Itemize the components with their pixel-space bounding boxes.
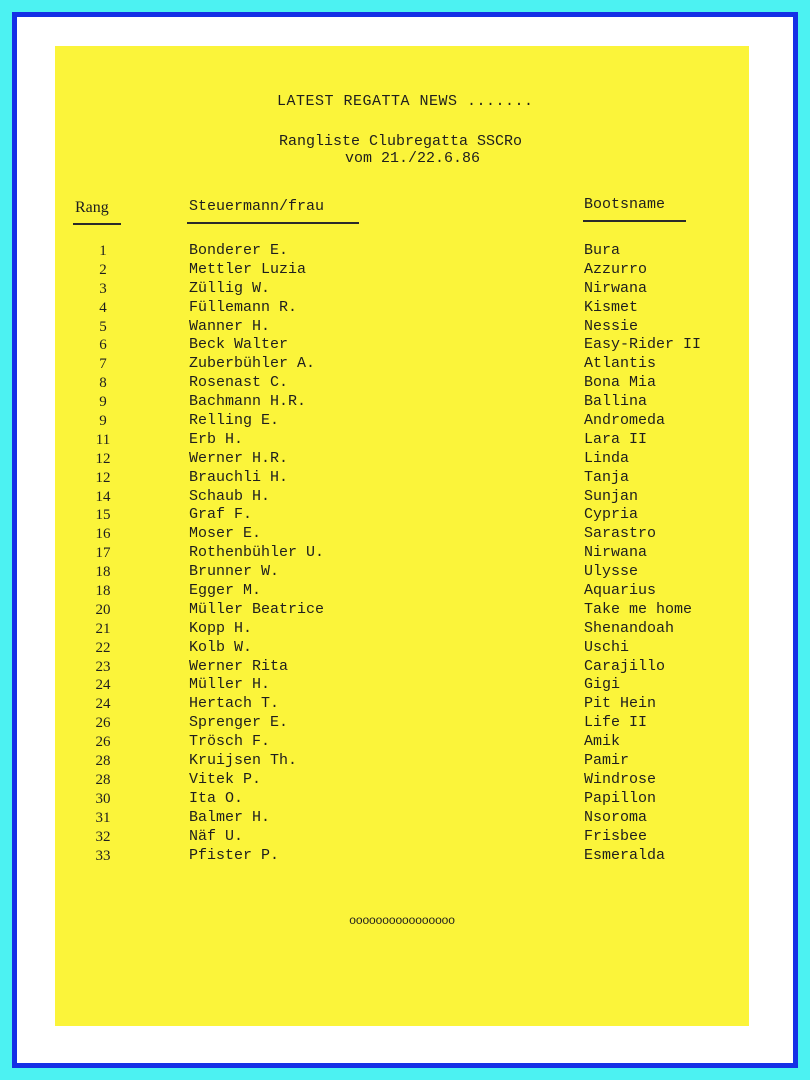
result-row bbox=[55, 714, 749, 733]
result-rank: 6 bbox=[99, 337, 107, 354]
result-boat-name: Nsoroma bbox=[584, 808, 648, 826]
result-helmsman: Näf U. bbox=[189, 827, 244, 845]
result-helmsman: Graf F. bbox=[189, 506, 253, 524]
result-boat-name: Sunjan bbox=[584, 487, 639, 505]
result-boat-name: Shenandoah bbox=[584, 619, 675, 637]
result-boat-name: Easy-Rider II bbox=[584, 336, 702, 354]
result-rank: 2 bbox=[99, 261, 107, 278]
result-rank: 24 bbox=[95, 696, 111, 713]
result-boat-name: Bura bbox=[584, 242, 621, 259]
result-rank: 18 bbox=[95, 564, 111, 581]
result-helmsman: Wanner H. bbox=[189, 317, 271, 335]
result-helmsman: Vitek P. bbox=[189, 770, 262, 788]
result-rank: 20 bbox=[95, 601, 111, 618]
result-row bbox=[55, 242, 749, 261]
result-rank: 26 bbox=[95, 734, 111, 751]
result-boat-name: Lara II bbox=[584, 430, 648, 448]
result-row bbox=[55, 658, 749, 677]
result-rank: 22 bbox=[95, 639, 111, 656]
result-boat-name: Sarastro bbox=[584, 525, 657, 543]
result-rank: 15 bbox=[95, 507, 111, 524]
result-rank: 31 bbox=[95, 809, 111, 826]
result-row bbox=[55, 601, 749, 620]
result-helmsman: Sprenger E. bbox=[189, 714, 289, 732]
result-helmsman: Pfister P. bbox=[189, 846, 280, 864]
result-boat-name: Life II bbox=[584, 714, 648, 732]
result-row bbox=[55, 431, 749, 450]
result-helmsman: Ita O. bbox=[189, 789, 244, 807]
result-boat-name: Gigi bbox=[584, 676, 621, 694]
result-rank: 18 bbox=[95, 583, 111, 600]
result-helmsman: Erb H. bbox=[189, 430, 244, 448]
result-row bbox=[55, 355, 749, 374]
result-rank: 26 bbox=[95, 715, 111, 732]
result-helmsman: Rosenast C. bbox=[189, 374, 289, 392]
result-boat-name: Frisbee bbox=[584, 827, 648, 845]
result-rank: 32 bbox=[95, 828, 111, 845]
result-helmsman: Züllig W. bbox=[189, 279, 271, 297]
result-boat-name: Esmeralda bbox=[584, 846, 666, 864]
result-helmsman: Mettler Luzia bbox=[189, 260, 307, 278]
result-row bbox=[55, 412, 749, 431]
result-row bbox=[55, 676, 749, 695]
result-row bbox=[55, 695, 749, 714]
result-boat-name: Bona Mia bbox=[584, 374, 657, 392]
result-rank: 4 bbox=[99, 299, 107, 316]
result-row bbox=[55, 809, 749, 828]
result-boat-name: Papillon bbox=[584, 789, 657, 807]
result-helmsman: Müller Beatrice bbox=[189, 600, 325, 618]
result-helmsman: Müller H. bbox=[189, 676, 271, 694]
result-row bbox=[55, 280, 749, 299]
result-boat-name: Uschi bbox=[584, 638, 630, 656]
result-rank: 21 bbox=[95, 620, 111, 637]
result-helmsman: Zuberbühler A. bbox=[189, 355, 316, 373]
result-rank: 1 bbox=[99, 243, 107, 259]
result-boat-name: Pamir bbox=[584, 752, 630, 770]
result-helmsman: Werner H.R. bbox=[189, 449, 289, 467]
result-boat-name: Ballina bbox=[584, 393, 648, 411]
document-subtitle: Rangliste Clubregatta SSCRo bbox=[279, 133, 523, 150]
result-helmsman: Brunner W. bbox=[189, 563, 280, 581]
result-rank: 9 bbox=[99, 413, 107, 430]
result-row bbox=[55, 790, 749, 809]
result-row bbox=[55, 469, 749, 488]
result-row bbox=[55, 828, 749, 847]
result-helmsman: Egger M. bbox=[189, 582, 262, 600]
result-boat-name: Linda bbox=[584, 449, 630, 467]
result-boat-name: Aquarius bbox=[584, 582, 657, 600]
result-boat-name: Nessie bbox=[584, 317, 639, 335]
result-rank: 28 bbox=[95, 771, 111, 788]
header-helmsman: Steuermann/frau bbox=[189, 198, 325, 215]
result-rank: 9 bbox=[99, 394, 107, 411]
result-row bbox=[55, 261, 749, 280]
result-row bbox=[55, 771, 749, 790]
result-helmsman: Beck Walter bbox=[189, 336, 289, 354]
result-row bbox=[55, 318, 749, 337]
footer-dots: oooooooooooooooo bbox=[349, 914, 455, 928]
result-boat-name: Nirwana bbox=[584, 544, 648, 562]
result-rank: 16 bbox=[95, 526, 111, 543]
result-row bbox=[55, 488, 749, 507]
result-boat-name: Windrose bbox=[584, 770, 657, 788]
result-boat-name: Cypria bbox=[584, 506, 639, 524]
result-boat-name: Andromeda bbox=[584, 412, 666, 430]
result-rank: 12 bbox=[95, 450, 111, 467]
result-rank: 23 bbox=[95, 658, 111, 675]
result-row bbox=[55, 450, 749, 469]
result-helmsman: Füllemann R. bbox=[189, 298, 298, 316]
result-boat-name: Pit Hein bbox=[584, 695, 657, 713]
result-rank: 12 bbox=[95, 469, 111, 486]
result-row bbox=[55, 563, 749, 582]
result-helmsman: Hertach T. bbox=[189, 695, 280, 713]
result-rank: 28 bbox=[95, 753, 111, 770]
result-boat-name: Ulysse bbox=[584, 563, 639, 581]
result-boat-name: Atlantis bbox=[584, 355, 657, 373]
result-rank: 5 bbox=[99, 318, 107, 335]
header-boat-underline bbox=[583, 220, 686, 222]
result-row bbox=[55, 393, 749, 412]
result-row bbox=[55, 336, 749, 355]
result-boat-name: Carajillo bbox=[584, 657, 666, 675]
result-helmsman: Bonderer E. bbox=[189, 242, 289, 259]
result-rank: 11 bbox=[95, 431, 111, 448]
result-boat-name: Kismet bbox=[584, 298, 639, 316]
result-helmsman: Werner Rita bbox=[189, 657, 289, 675]
header-rank: Rang bbox=[75, 199, 109, 216]
header-helmsman-underline bbox=[187, 222, 359, 224]
results-list bbox=[55, 242, 749, 865]
result-row bbox=[55, 752, 749, 771]
result-row bbox=[55, 525, 749, 544]
result-row bbox=[55, 639, 749, 658]
result-row bbox=[55, 544, 749, 563]
result-row bbox=[55, 733, 749, 752]
result-helmsman: Rothenbühler U. bbox=[189, 544, 325, 562]
header-rank-underline bbox=[73, 223, 121, 225]
result-helmsman: Bachmann H.R. bbox=[189, 393, 307, 411]
result-rank: 3 bbox=[99, 280, 107, 297]
result-rank: 30 bbox=[95, 790, 111, 807]
result-helmsman: Schaub H. bbox=[189, 487, 271, 505]
header-boat-name: Bootsname bbox=[584, 196, 666, 213]
result-helmsman: Trösch F. bbox=[189, 733, 271, 751]
result-row bbox=[55, 299, 749, 318]
result-row bbox=[55, 620, 749, 639]
result-helmsman: Balmer H. bbox=[189, 808, 271, 826]
result-boat-name: Azzurro bbox=[584, 260, 648, 278]
result-boat-name: Take me home bbox=[584, 600, 693, 618]
document-date: vom 21./22.6.86 bbox=[345, 150, 481, 167]
result-rank: 8 bbox=[99, 375, 107, 392]
result-row bbox=[55, 582, 749, 601]
document-title: LATEST REGATTA NEWS ....... bbox=[277, 93, 534, 110]
result-rank: 17 bbox=[95, 545, 111, 562]
result-helmsman: Kruijsen Th. bbox=[189, 752, 298, 770]
result-helmsman: Moser E. bbox=[189, 525, 262, 543]
result-row bbox=[55, 506, 749, 525]
result-helmsman: Kolb W. bbox=[189, 638, 253, 656]
result-row bbox=[55, 374, 749, 393]
result-rank: 7 bbox=[99, 356, 107, 373]
result-rank: 14 bbox=[95, 488, 111, 505]
result-helmsman: Relling E. bbox=[189, 412, 280, 430]
result-rank: 24 bbox=[95, 677, 111, 694]
result-boat-name: Nirwana bbox=[584, 279, 648, 297]
result-boat-name: Tanja bbox=[584, 468, 630, 486]
result-row bbox=[55, 847, 749, 866]
result-boat-name: Amik bbox=[584, 733, 621, 751]
result-rank: 33 bbox=[95, 847, 111, 864]
result-helmsman: Kopp H. bbox=[189, 619, 253, 637]
result-helmsman: Brauchli H. bbox=[189, 468, 289, 486]
yellow-document bbox=[55, 46, 749, 1026]
